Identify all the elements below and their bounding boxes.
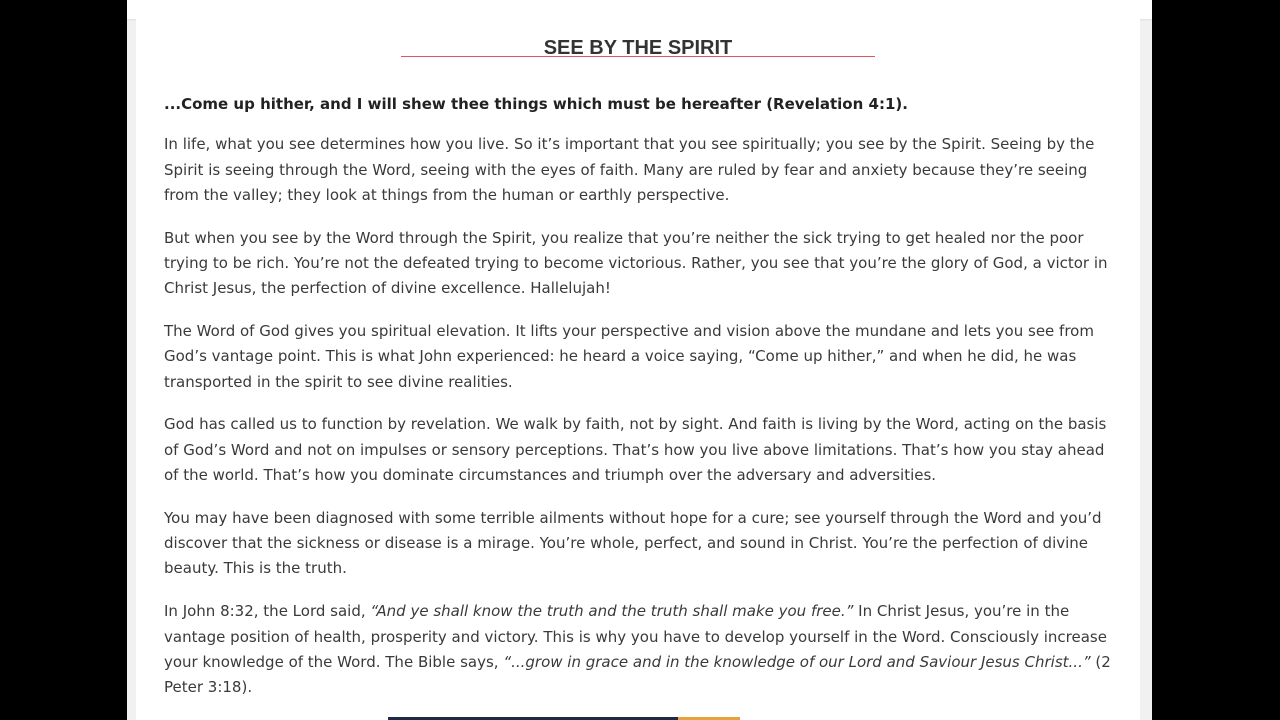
title-divider	[401, 56, 875, 57]
paragraph-1: In life, what you see determines how you live. So it’s important that you see spiritually; you see by the Spirit. Seeing by the Spirit is seeing through the Word, seeing with the eyes of faith. Many are ruled by fear and anxiety because they’re seeing from the valley; they look at things from the human or earthly perspective.	[164, 135, 1095, 204]
article-title: SEE BY THE SPIRIT	[543, 37, 733, 59]
article-body	[164, 92, 1114, 718]
paragraph-5: You may have been diagnosed with some terrible ailments without hope for a cure; see yourself through the Word and you’d discover that the sickness or disease is a mirage. You’re whole, perfect, and sound in Christ. You’re the perfection of divine beauty. This is the truth.	[164, 508, 1102, 578]
page	[127, 0, 1152, 720]
paragraph-3: The Word of God gives you spiritual elevation. It lifts your perspective and vision above the mundane and lets you see from God’s vantage point. This is what John experienced: he heard a voice saying, “Come up hither,” and when he did, he was transported in the spirit to see divine realities.	[164, 322, 1094, 391]
john-quote: “And ye shall know the truth and the truth shall make you free.”	[370, 602, 854, 621]
lead-scripture: ...Come up hither, and I will shew thee things which must be hereafter (Revelation 4:1).	[164, 95, 908, 113]
paragraph-6	[164, 599, 1114, 700]
header-strip	[127, 0, 1152, 19]
peter-quote: “...grow in grace and in the knowledge of our Lord and Saviour Jesus Christ...”	[503, 652, 1091, 671]
paragraph-2: But when you see by the Word through the Spirit, you realize that you’re neither the sick trying to get healed nor the poor trying to be rich. You’re not the defeated trying to become victorious. Rather, you see that you’re the glory of God, a victor in Christ Jesus, the perfection of divine excellence. Hallelujah!	[164, 228, 1108, 298]
paragraph-6-text-1: In John 8:32, the Lord said,	[164, 602, 371, 621]
paragraph-6-text-3: (2 Peter 3:18).	[164, 652, 1111, 697]
paragraph-4: God has called us to function by revelation. We walk by faith, not by sight. And faith is living by the Word, acting on the basis of God’s Word and not on impulses or sensory perceptions. That’s how you live above limitations. That’s how you stay ahead of the world. That’s how you dominate circumstances and triumph over the adversary and adversities.	[164, 415, 1107, 485]
paragraph-6-text-2: In Christ Jesus, you’re in the vantage position of health, prosperity and victory. This is why you have to develop yourself in the Word. Consciously increase your knowledge of the Word. The Bible says,	[164, 602, 1107, 671]
article-card	[136, 19, 1140, 720]
